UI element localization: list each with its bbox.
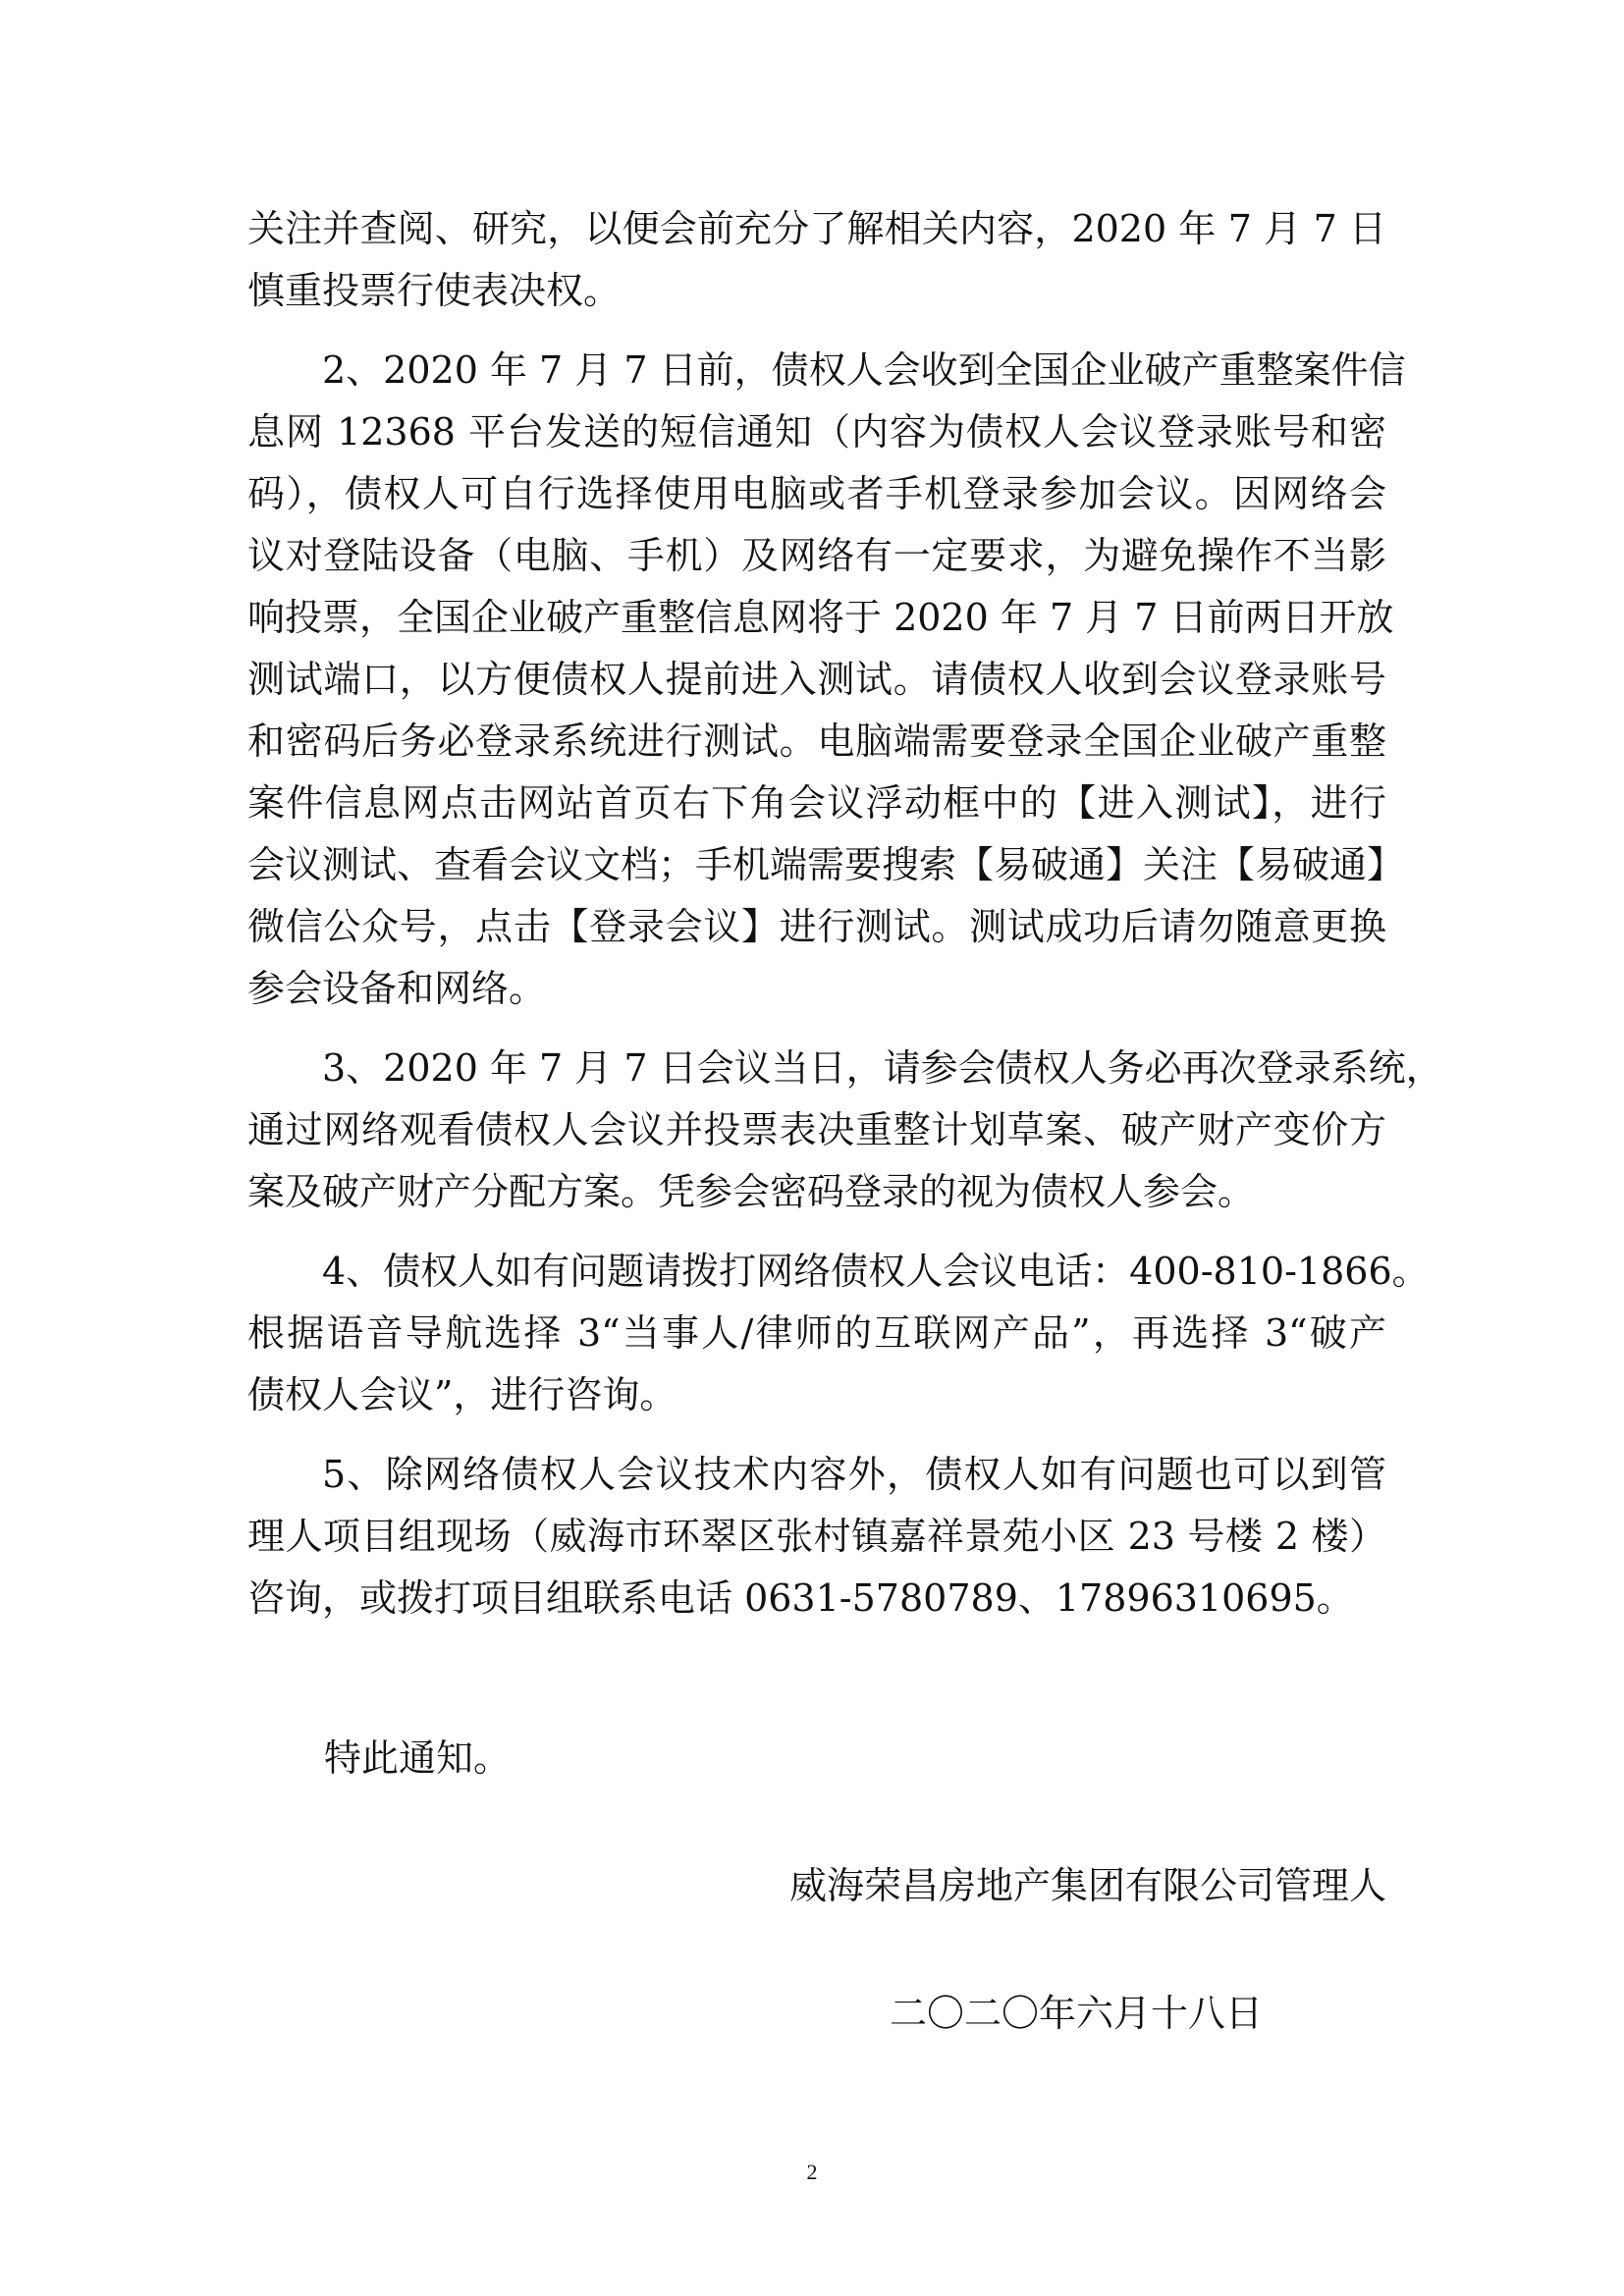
body-line: 根据语音导航选择 3“当事人/律师的互联网产品”，再选择 3“破产 bbox=[247, 1311, 1386, 1355]
signer-name: 威海荣昌房地产集团有限公司管理人 bbox=[788, 1864, 1386, 1907]
body-line: 息网 12368 平台发送的短信通知（内容为债权人会议登录账号和密 bbox=[247, 410, 1386, 454]
body-line: 响投票，全国企业破产重整信息网将于 2020 年 7 月 7 日前两日开放 bbox=[247, 596, 1394, 639]
body-line: 理人项目组现场（威海市环翠区张村镇嘉祥景苑小区 23 号楼 2 楼） bbox=[247, 1515, 1386, 1558]
body-line: 通过网络观看债权人会议并投票表决重整计划草案、破产财产变价方 bbox=[247, 1108, 1386, 1151]
body-line: 码），债权人可自行选择使用电脑或者手机登录参加会议。因网络会 bbox=[247, 472, 1386, 515]
body-line: 4、债权人如有问题请拨打网络债权人会议电话：400-810-1866。 bbox=[322, 1250, 1430, 1293]
body-line: 债权人会议”，进行咨询。 bbox=[247, 1373, 677, 1416]
body-line: 会议测试、查看会议文档；手机端需要搜索【易破通】关注【易破通】 bbox=[247, 843, 1405, 886]
body-line: 3、2020 年 7 月 7 日会议当日，请参会债权人务必再次登录系统， bbox=[322, 1046, 1443, 1090]
paragraph-gap bbox=[247, 1020, 1386, 1038]
body-line: 关注并查阅、研究，以便会前充分了解相关内容，2020 年 7 月 7 日 bbox=[247, 207, 1386, 250]
page-number: 2 bbox=[806, 2160, 818, 2184]
body-line: 2、2020 年 7 月 7 日前，债权人会收到全国企业破产重整案件信 bbox=[322, 348, 1406, 392]
document-body bbox=[247, 198, 1443, 1629]
body-line: 慎重投票行使表决权。 bbox=[247, 269, 622, 312]
paragraph-gap bbox=[247, 322, 1386, 340]
body-line: 微信公众号，点击【登录会议】进行测试。测试成功后请勿随意更换 bbox=[247, 905, 1386, 948]
closing-statement: 特此通知。 bbox=[324, 1736, 512, 1780]
body-line: 5、除网络债权人会议技术内容外，债权人如有问题也可以到管 bbox=[322, 1453, 1386, 1496]
body-line: 和密码后务必登录系统进行测试。电脑端需要登录全国企业破产重整 bbox=[247, 720, 1386, 763]
document-date: 二〇二〇年六月十八日 bbox=[890, 1992, 1264, 2035]
body-line: 议对登陆设备（电脑、手机）及网络有一定要求，为避免操作不当影 bbox=[247, 534, 1386, 577]
body-line: 案及破产财产分配方案。凭参会密码登录的视为债权人参会。 bbox=[247, 1170, 1256, 1213]
body-line: 测试端口，以方便债权人提前进入测试。请债权人收到会议登录账号 bbox=[247, 658, 1386, 701]
body-line: 咨询，或拨打项目组联系电话 0631-5780789、17896310695。 bbox=[247, 1576, 1354, 1620]
body-line: 参会设备和网络。 bbox=[247, 967, 547, 1010]
paragraph-gap bbox=[247, 1426, 1386, 1444]
body-line: 案件信息网点击网站首页右下角会议浮动框中的【进入测试】，进行 bbox=[247, 781, 1386, 825]
paragraph-gap bbox=[247, 1223, 1386, 1241]
